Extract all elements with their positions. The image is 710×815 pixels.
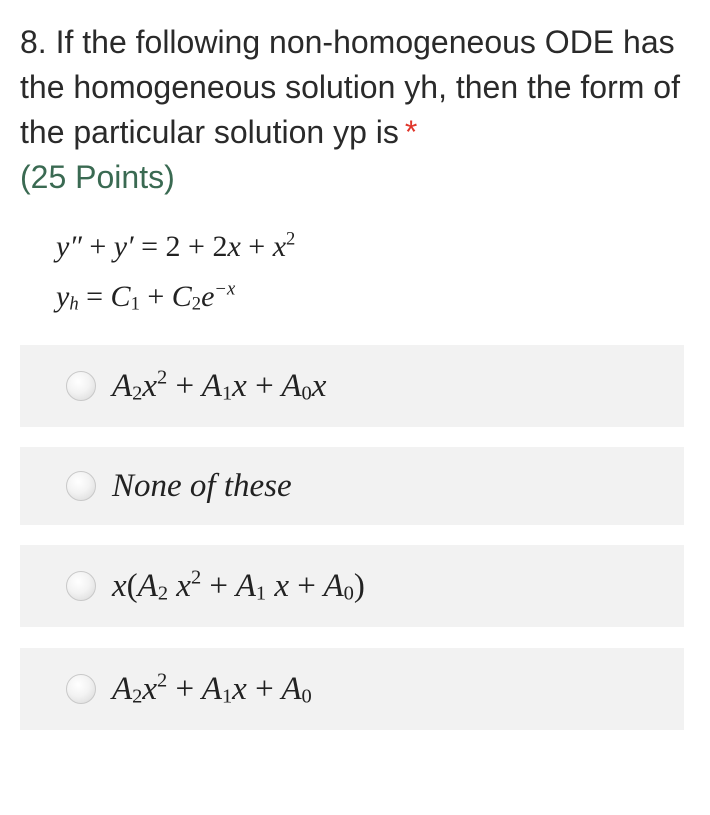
ode-equation: $y'' + y' = 2 + 2x + x^2$ bbox=[56, 228, 296, 263]
question-text bbox=[20, 20, 690, 200]
question-points: (25 Points) bbox=[20, 159, 175, 195]
required-marker: * bbox=[404, 114, 418, 150]
option-2-label: None of these bbox=[112, 467, 292, 504]
homogeneous-solution: $y_h = C_1 + C_2e^{-x}$ bbox=[56, 278, 236, 315]
radio-button-1[interactable] bbox=[66, 371, 96, 401]
option-1[interactable] bbox=[20, 345, 684, 427]
option-4[interactable] bbox=[20, 648, 684, 730]
radio-button-3[interactable] bbox=[66, 571, 96, 601]
radio-button-2[interactable] bbox=[66, 471, 96, 501]
option-2[interactable] bbox=[20, 447, 684, 525]
question-prompt: 8. If the following non-homogeneous ODE has the homogeneous solution yh, then the form of the particular solution yp is bbox=[20, 24, 680, 150]
option-3-label: $x(A_2$ $x^2 + A_1$ $x + A_0$) bbox=[112, 565, 365, 605]
option-3[interactable] bbox=[20, 545, 684, 627]
option-1-label: $A_2x^2 + A_1x + A_0x$ bbox=[112, 365, 327, 405]
radio-button-4[interactable] bbox=[66, 674, 96, 704]
equation-block bbox=[56, 222, 295, 322]
option-4-label: $A_2x^2 + A_1x + A_0$ bbox=[112, 668, 312, 708]
